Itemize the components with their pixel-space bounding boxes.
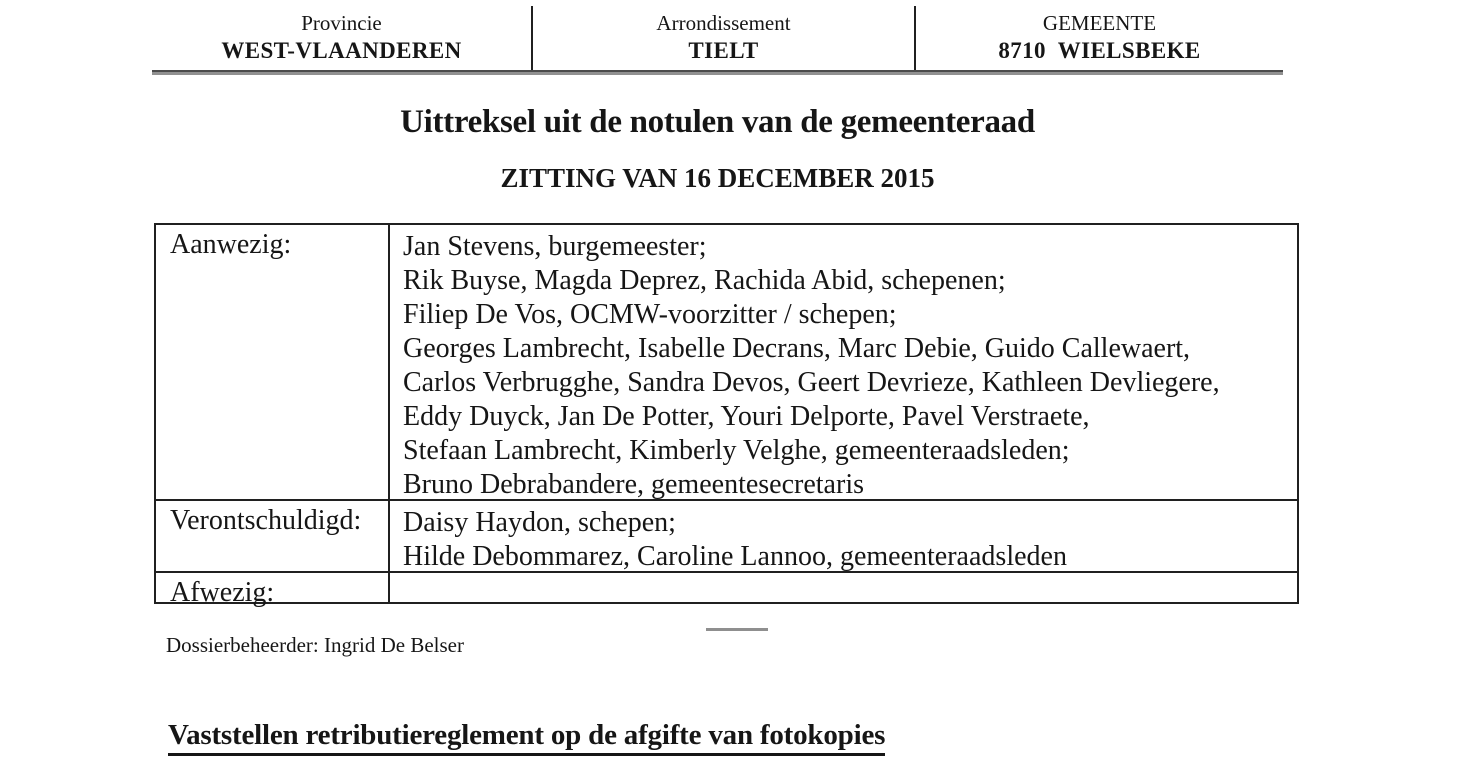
attendance-line: Rik Buyse, Magda Deprez, Rachida Abid, schepenen;	[403, 265, 1006, 296]
attendance-line: Bruno Debrabandere, gemeentesecretaris	[403, 469, 864, 500]
gemeente-value: 8710 WIELSBEKE	[998, 38, 1201, 63]
attendance-row-afwezig	[156, 571, 1297, 608]
arrondissement-value: TIELT	[688, 38, 759, 63]
session-title: ZITTING VAN 16 DECEMBER 2015	[500, 163, 935, 193]
attendance-row-content	[390, 573, 1297, 602]
header-cell-provincie	[152, 6, 533, 70]
attendance-line: Georges Lambrecht, Isabelle Decrans, Marc Debie, Guido Callewaert,	[403, 333, 1191, 364]
provincie-value: WEST-VLAANDEREN	[221, 38, 462, 63]
attendance-row-label: Aanwezig:	[156, 225, 390, 499]
attendance-line: Jan Stevens, burgemeester;	[403, 231, 707, 262]
attendance-line: Daisy Haydon, schepen;	[403, 507, 676, 538]
attendance-line: Eddy Duyck, Jan De Potter, Youri Delporte, Pavel Verstraete,	[403, 401, 1090, 432]
attendance-line: Carlos Verbrugghe, Sandra Devos, Geert Devrieze, Kathleen Devliegere,	[403, 367, 1220, 398]
dossier-manager-line: Dossierbeheerder: Ingrid De Belser	[166, 633, 464, 657]
document-title: Uittreksel uit de notulen van de gemeenteraad	[400, 104, 1035, 140]
arrondissement-label: Arrondissement	[656, 11, 791, 35]
attendance-line: Stefaan Lambrecht, Kimberly Velghe, gemeenteraadsleden;	[403, 435, 1070, 466]
header-cell-gemeente	[916, 6, 1283, 70]
attendance-row-label: Afwezig:	[156, 573, 390, 602]
agenda-item-heading	[168, 719, 885, 752]
provincie-label: Provincie	[301, 11, 382, 35]
agenda-item-heading-text: Vaststellen retributiereglement op de afgifte van fotokopies	[168, 719, 885, 756]
attendance-line: Hilde Debommarez, Caroline Lannoo, gemeenteraadsleden	[403, 541, 1067, 572]
attendance-row-content	[390, 225, 1297, 499]
document-header	[152, 6, 1283, 70]
attendance-table	[154, 223, 1299, 608]
attendance-row-verontschuldigd	[156, 499, 1297, 571]
attendance-row-label: Verontschuldigd:	[156, 501, 390, 571]
header-cell-arrondissement	[533, 6, 916, 70]
header-rule	[152, 70, 1283, 75]
attendance-row-aanwezig	[156, 225, 1297, 499]
attendance-row-content	[390, 501, 1297, 571]
center-dash-divider	[706, 628, 768, 631]
gemeente-label: GEMEENTE	[1042, 11, 1157, 35]
attendance-line: Filiep De Vos, OCMW-voorzitter / schepen;	[403, 299, 897, 330]
